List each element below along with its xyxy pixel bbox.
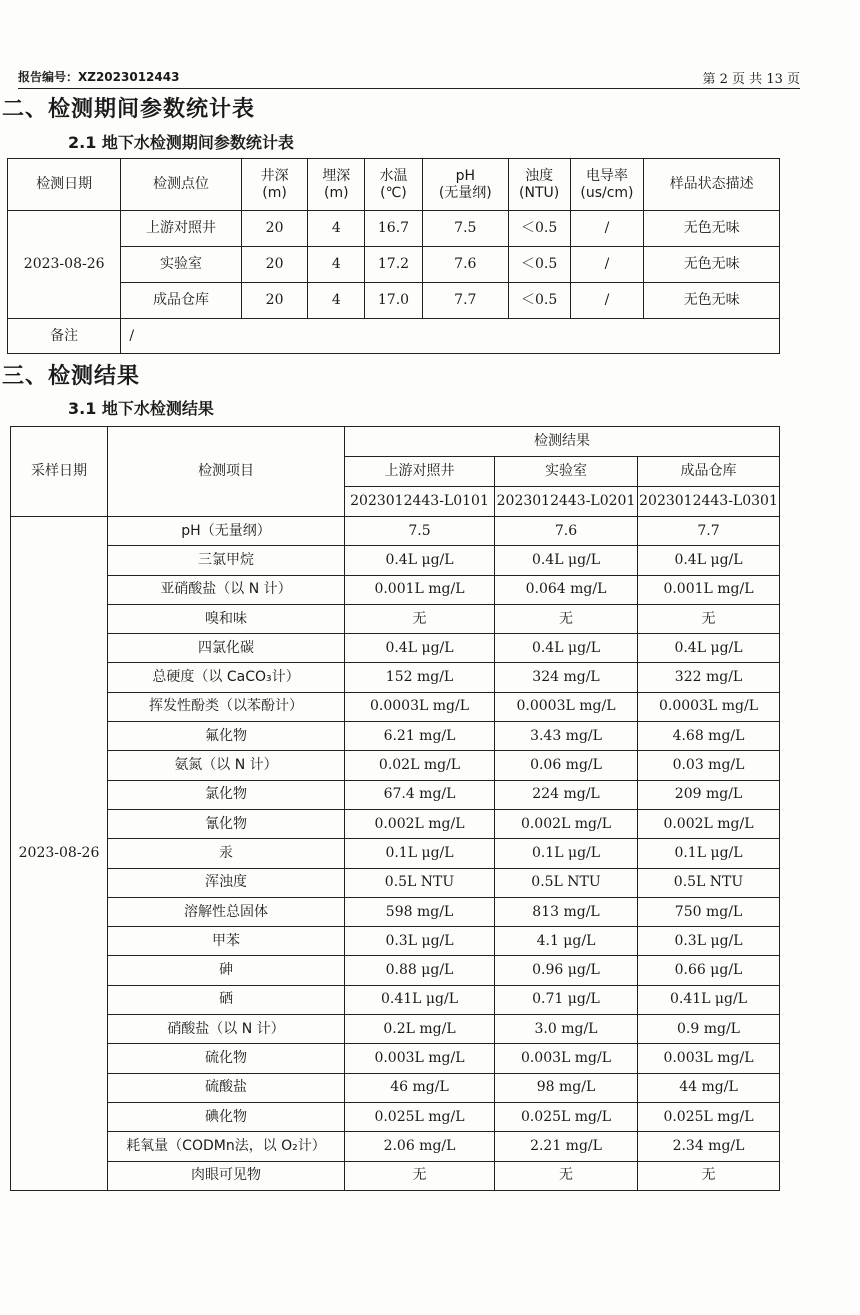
table-row [8,247,780,283]
result-cell: 7.7 [638,517,780,546]
cell: ＜0.5 [508,247,570,283]
detect-date: 2023-08-26 [8,211,121,319]
result-cell: 0.025L mg/L [495,1102,638,1131]
result-cell: 0.064 mg/L [495,575,638,604]
result-cell: 0.4L μg/L [638,634,780,663]
parameter-table-header [8,159,780,211]
result-cell: 598 mg/L [345,897,495,926]
results-table [10,426,780,1191]
header-cell: 检测点位 [121,159,241,211]
table-row [11,956,780,985]
result-cell: 750 mg/L [638,897,780,926]
result-cell: 2.21 mg/L [495,1132,638,1161]
result-cell: 0.025L mg/L [638,1102,780,1131]
result-cell: 0.02L mg/L [345,751,495,780]
item-name: 硫酸盐 [108,1073,345,1102]
results-body [11,517,780,1191]
site-header: 实验室 [495,457,638,487]
table-row [11,897,780,926]
cell: 20 [241,283,308,319]
header-cell: 检测日期 [8,159,121,211]
table-row [11,1044,780,1073]
page-number: 第 2 页 共 13 页 [702,72,800,87]
parameter-table [7,158,780,354]
item-name: 硝酸盐（以 N 计） [108,1015,345,1044]
page-header [18,66,800,89]
result-cell: 无 [345,1161,495,1190]
result-cell: 209 mg/L [638,780,780,809]
remark-value: / [121,319,780,354]
col-sample-date: 采样日期 [11,427,108,517]
result-cell: 0.003L mg/L [638,1044,780,1073]
item-name: 嗅和味 [108,604,345,633]
result-cell: 3.0 mg/L [495,1015,638,1044]
result-cell: 4.68 mg/L [638,722,780,751]
col-item: 检测项目 [108,427,345,517]
table-row [11,868,780,897]
result-cell: 44 mg/L [638,1073,780,1102]
header-cell: 埋深 (m) [308,159,365,211]
table-row [11,663,780,692]
result-cell: 0.4L μg/L [495,634,638,663]
table-row [11,751,780,780]
cell: 16.7 [365,211,423,247]
result-cell: 4.1 μg/L [495,927,638,956]
result-cell: 322 mg/L [638,663,780,692]
result-cell: 0.41L μg/L [345,985,495,1014]
header-cell: 样品状态描述 [644,159,780,211]
result-cell: 0.002L mg/L [638,809,780,838]
result-cell: 6.21 mg/L [345,722,495,751]
cell: / [570,283,644,319]
result-cell: 无 [638,604,780,633]
result-cell: 0.0003L mg/L [638,692,780,721]
table-row [11,517,780,546]
result-cell: 0.002L mg/L [345,809,495,838]
result-cell: 7.6 [495,517,638,546]
item-name: 汞 [108,839,345,868]
item-name: pH（无量纲） [108,517,345,546]
report-number: 报告编号：XZ2023012443 [18,70,180,84]
site-cell: 上游对照井 [121,211,241,247]
result-cell: 无 [495,1161,638,1190]
item-name: 挥发性酚类（以苯酚计） [108,692,345,721]
result-cell: 0.1L μg/L [345,839,495,868]
sample-code: 2023012443-L0301 [638,487,780,517]
header-cell: pH (无量纲) [422,159,508,211]
result-cell: 0.88 μg/L [345,956,495,985]
site-header: 成品仓库 [638,457,780,487]
result-cell: 0.4L μg/L [345,546,495,575]
item-name: 硒 [108,985,345,1014]
result-cell: 无 [638,1161,780,1190]
result-cell: 0.5L NTU [638,868,780,897]
result-cell: 152 mg/L [345,663,495,692]
result-cell: 0.0003L mg/L [495,692,638,721]
cell: ＜0.5 [508,283,570,319]
section2-subtitle: 2.1 地下水检测期间参数统计表 [68,133,294,152]
result-cell: 0.1L μg/L [495,839,638,868]
cell: 17.2 [365,247,423,283]
result-cell: 0.003L mg/L [345,1044,495,1073]
result-cell: 0.06 mg/L [495,751,638,780]
result-cell: 0.4L μg/L [495,546,638,575]
item-name: 氰化物 [108,809,345,838]
cell: 20 [241,211,308,247]
item-name: 三氯甲烷 [108,546,345,575]
result-cell: 7.5 [345,517,495,546]
result-cell: 0.001L mg/L [345,575,495,604]
result-cell: 98 mg/L [495,1073,638,1102]
result-cell: 无 [495,604,638,633]
item-name: 肉眼可见物 [108,1161,345,1190]
result-cell: 0.5L NTU [345,868,495,897]
section3-subtitle: 3.1 地下水检测结果 [68,399,214,418]
cell: 7.5 [422,211,508,247]
result-cell: 0.71 μg/L [495,985,638,1014]
item-name: 浑浊度 [108,868,345,897]
remark-row [8,319,780,354]
result-cell: 3.43 mg/L [495,722,638,751]
table-row [11,722,780,751]
result-cell: 224 mg/L [495,780,638,809]
item-name: 四氯化碳 [108,634,345,663]
table-row [11,546,780,575]
cell: ＜0.5 [508,211,570,247]
result-cell: 324 mg/L [495,663,638,692]
site-cell: 成品仓库 [121,283,241,319]
result-cell: 2.34 mg/L [638,1132,780,1161]
table-row [11,575,780,604]
table-row [11,1102,780,1131]
item-name: 溶解性总固体 [108,897,345,926]
table-row [8,283,780,319]
table-row [11,927,780,956]
result-cell: 0.025L mg/L [345,1102,495,1131]
header-cell: 电导率 (us/cm) [570,159,644,211]
cell: / [570,211,644,247]
remark-label: 备注 [8,319,121,354]
table-row [11,634,780,663]
header-cell: 水温 (℃) [365,159,423,211]
item-name: 砷 [108,956,345,985]
site-cell: 实验室 [121,247,241,283]
sample-code: 2023012443-L0101 [345,487,495,517]
sample-code: 2023012443-L0201 [495,487,638,517]
header-cell: 浊度 (NTU) [508,159,570,211]
result-cell: 0.1L μg/L [638,839,780,868]
table-row [11,604,780,633]
table-row [11,985,780,1014]
item-name: 亚硝酸盐（以 N 计） [108,575,345,604]
cell: 20 [241,247,308,283]
cell: 无色无味 [644,247,780,283]
header-cell: 井深 (m) [241,159,308,211]
result-cell: 2.06 mg/L [345,1132,495,1161]
result-cell: 0.03 mg/L [638,751,780,780]
item-name: 氯化物 [108,780,345,809]
result-cell: 0.0003L mg/L [345,692,495,721]
result-cell: 0.5L NTU [495,868,638,897]
cell: 4 [308,283,365,319]
item-name: 碘化物 [108,1102,345,1131]
table-row [11,1015,780,1044]
table-row [11,692,780,721]
cell: 4 [308,247,365,283]
result-cell: 46 mg/L [345,1073,495,1102]
result-cell: 0.002L mg/L [495,809,638,838]
result-cell: 0.96 μg/L [495,956,638,985]
site-header: 上游对照井 [345,457,495,487]
table-row [8,211,780,247]
result-cell: 0.001L mg/L [638,575,780,604]
result-cell: 0.4L μg/L [345,634,495,663]
result-cell: 0.9 mg/L [638,1015,780,1044]
result-cell: 0.3L μg/L [345,927,495,956]
item-name: 硫化物 [108,1044,345,1073]
result-cell: 0.2L mg/L [345,1015,495,1044]
col-results: 检测结果 [345,427,780,457]
item-name: 总硬度（以 CaCO₃计） [108,663,345,692]
table-row [11,780,780,809]
result-cell: 0.41L μg/L [638,985,780,1014]
result-cell: 67.4 mg/L [345,780,495,809]
sample-date: 2023-08-26 [11,517,108,1191]
table-row [11,1073,780,1102]
item-name: 耗氧量（CODMn法，以 O₂计） [108,1132,345,1161]
table-row [11,809,780,838]
section2-title: 二、检测期间参数统计表 [2,97,256,122]
result-cell: 无 [345,604,495,633]
cell: 无色无味 [644,211,780,247]
section3-title: 三、检测结果 [2,364,141,389]
cell: 17.0 [365,283,423,319]
item-name: 甲苯 [108,927,345,956]
item-name: 氟化物 [108,722,345,751]
table-row [11,1132,780,1161]
cell: 无色无味 [644,283,780,319]
table-row [11,839,780,868]
result-cell: 0.003L mg/L [495,1044,638,1073]
item-name: 氨氮（以 N 计） [108,751,345,780]
cell: 4 [308,211,365,247]
cell: 7.6 [422,247,508,283]
result-cell: 0.66 μg/L [638,956,780,985]
cell: 7.7 [422,283,508,319]
result-cell: 0.4L μg/L [638,546,780,575]
table-row [11,1161,780,1190]
result-cell: 813 mg/L [495,897,638,926]
cell: / [570,247,644,283]
result-cell: 0.3L μg/L [638,927,780,956]
